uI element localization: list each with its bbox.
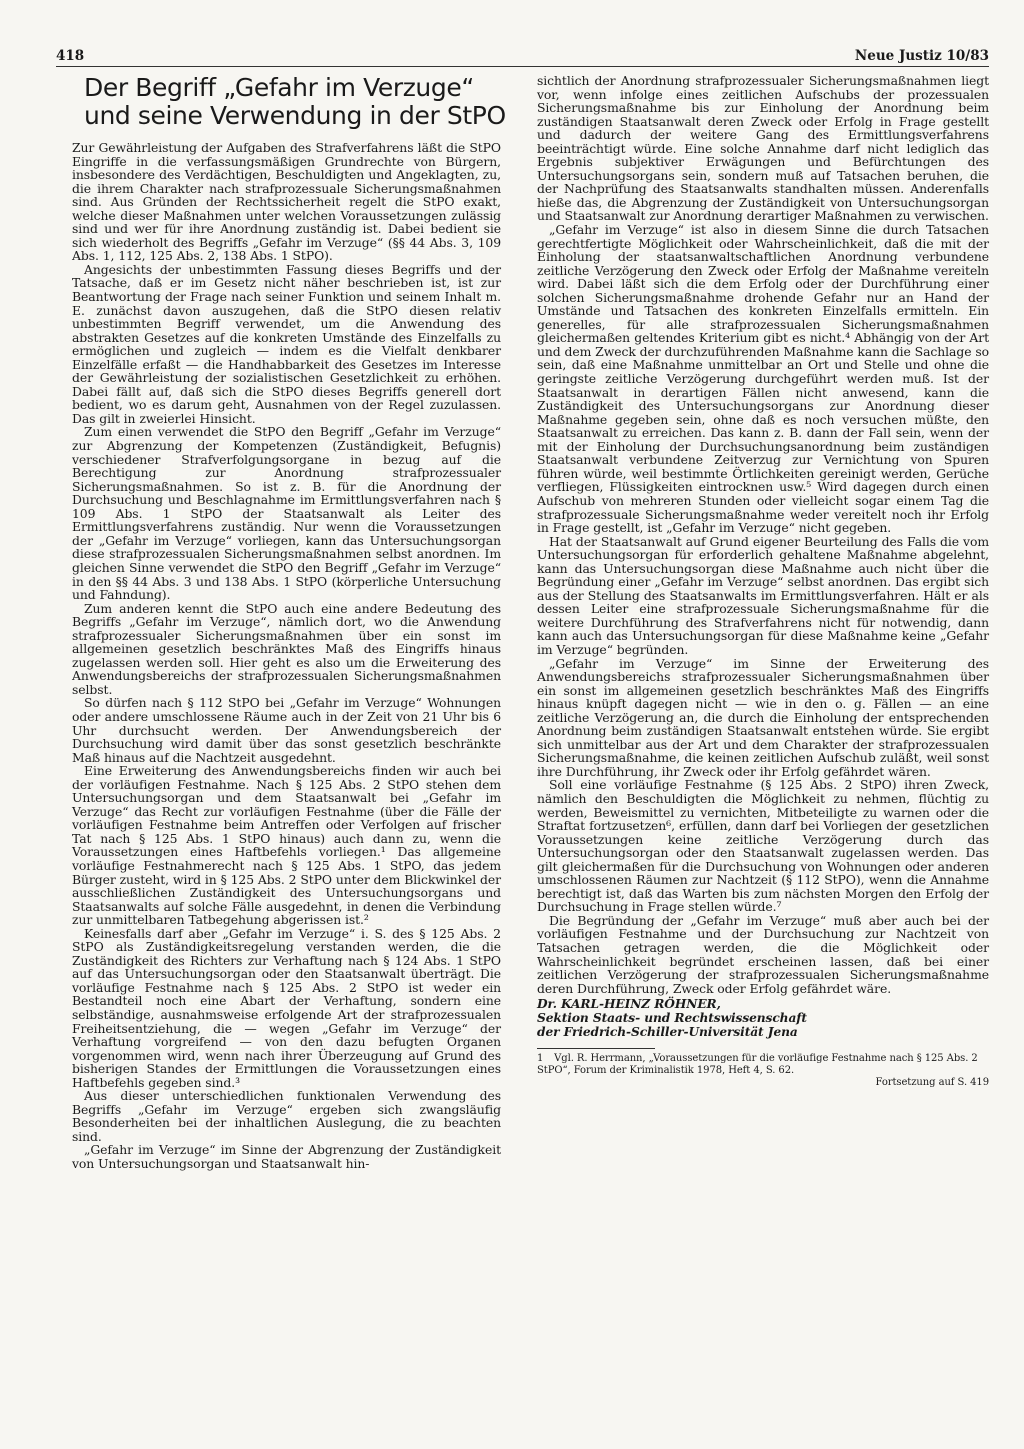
page-number: 418 <box>56 48 85 64</box>
paragraph: Zur Gewährleistung der Aufgaben des Strafverfahrens läßt die StPO Eingriffe in die verfassungsmäßigen Grundrechte von Bürgern, insbesondere des Verdächtigen, Beschuldigten und Angeklagten, zu, die ihrem Charakter nach strafprozessuale Sicherungsmaßnahmen sind. Aus Gründen der Rechtssicherheit regelt die StPO exakt, welche dieser Maßnahmen unter welchen Voraussetzungen zulässig sind und wer für ihre Anordnung zuständig ist. Dabei bedient sie sich wiederholt des Begriffs „Gefahr im Verzuge“ (§§ 44 Abs. 3, 109 Abs. 1, 112, 125 Abs. 2, 138 Abs. 1 StPO). <box>72 140 501 264</box>
footnote-rule <box>537 1048 655 1049</box>
paragraph: Keinesfalls darf aber „Gefahr im Verzuge“ i. S. des § 125 Abs. 2 StPO als Zuständigkeitsregelung verstanden werden, die die Zuständigkeit des Richters zur Verhaftung nach § 124 Abs. 1 StPO auf das Untersuchungsorgan oder den Staatsanwalt überträgt. Die vorläufige Festnahme nach § 125 Abs. 2 StPO ist weder ein Bestandteil noch eine Abart der Verhaftung, sondern eine selbständige, ausnahmsweise erfolgende Art der strafprozessualen Freiheitsentziehung, die — wegen „Gefahr im Verzuge“ der Verhaftung vorgreifend — von den dazu befugten Organen vorgenommen wird, wenn nach ihrer Überzeugung auf Grund des bisherigen Standes der Ermittlungen die Voraussetzungen eines Haftbefehls gegeben sind.³ <box>72 925 501 1090</box>
journal-issue: Neue Justiz 10/83 <box>854 48 989 64</box>
paragraph: Die Begründung der „Gefahr im Verzuge“ muß aber auch bei der vorläufigen Festnahme und der Durchsuchung zur Nachtzeit von Tatsachen getragen werden, die die Möglichkeit oder Wahrscheinlichkeit begründet erscheinen lassen, daß bei einer zeitlichen Verzögerung der strafprozessualen Sicherungsmaßnahme deren Durchführung, Zweck oder Erfolg gefährdet wäre. <box>537 912 989 996</box>
paragraph: Soll eine vorläufige Festnahme (§ 125 Abs. 2 StPO) ihren Zweck, nämlich den Beschuldigten die Möglichkeit zu nehmen, flüchtig zu werden, Beweismittel zu vernichten, Mitbeteiligte zu warnen oder die Straftat fortzusetzen⁶, erfüllen, dann darf bei Vorliegen der gesetzlichen Voraussetzungen keine zeitliche Verzögerung durch das Untersuchungsorgan oder den Staatsanwalt zugelassen werden. Das gilt gleichermaßen für die Durchsuchung von Wohnungen oder anderen umschlossenen Räumen zur Nachtzeit (§ 112 StPO), wenn die Annahme berechtigt ist, daß das Warten bis zum nächsten Morgen den Erfolg der Durchsuchung in Frage stellen würde.⁷ <box>537 777 989 915</box>
paragraph: „Gefahr im Verzuge“ im Sinne der Abgrenzung der Zuständigkeit von Untersuchungsorgan und Staatsanwalt hin- <box>72 1142 501 1172</box>
paragraph: Eine Erweiterung des Anwendungsbereichs finden wir auch bei der vorläufigen Festnahme. Nach § 125 Abs. 2 StPO stehen dem Untersuchungsorgan und dem Staatsanwalt bei „Gefahr im Verzuge“ das Recht zur vorläufigen Festnahme (über die Fälle der vorläufigen Festnahme beim Antreffen oder Verfolgen auf frischer Tat nach § 125 Abs. 1 StPO hinaus) auch dann zu, wenn die Voraussetzungen eines Haftbefehls vorliegen.¹ Das allgemeine vorläufige Festnahmerecht nach § 125 Abs. 1 StPO, das jedem Bürger zusteht, wird in § 125 Abs. 2 StPO unter dem Blickwinkel der ausschließlichen Zuständigkeit des Untersuchungsorgans und Staatsanwalts auf solche Fälle ausgedehnt, in denen die Verbindung zur unmittelbaren Tatbegehung abgerissen ist.² <box>72 763 501 928</box>
paragraph: sichtlich der Anordnung strafprozessualer Sicherungsmaßnahmen liegt vor, wenn infolge eines zeitlichen Aufschubs der prozessualen Sicherungsmaßnahme bis zur Einholung der Anordnung beim zuständigen Staatsanwalt deren Zweck oder Erfolg in Frage gestellt und dadurch der weitere Gang des Ermittlungsverfahrens beeinträchtigt würde. Eine solche Annahme darf nicht lediglich das Ergebnis subjektiver Erwägungen und Befürchtungen des Untersuchungsorgans sein, sondern muß auf Tatsachen beruhen, die der Nachprüfung des Staatsanwalts standhalten müssen. Anderenfalls hieße das, die Abgrenzung der Zuständigkeit von Untersuchungsorgan und Staatsanwalt zur Anordnung derartiger Maßnahmen zu verwischen. <box>537 73 989 224</box>
header-rule <box>56 66 989 67</box>
author-name: Dr. KARL-HEINZ RÖHNER, <box>537 997 721 1012</box>
paragraph: Angesichts der unbestimmten Fassung dieses Begriffs und der Tatsache, daß er im Gesetz nicht näher beschrieben ist, ist zur Beantwortung der Frage nach seiner Funktion und seinem Inhalt m. E. zunächst davon auszugehen, daß die StPO diesen relativ unbestimmten Begriff verwendet, um die Anwendung des abstrakten Gesetzes auf die konkreten Umstände des Einzelfalls zu ermöglichen und zugleich — indem es die Vielfalt denkbarer Einzelfälle erfaßt — die Handhabbarkeit des Gesetzes im Interesse der Gewährleistung der sozialistischen Gesetzlichkeit zu erhöhen. Dabei fällt auf, daß sich die StPO dieses Begriffs generell dort bedient, wo es darum geht, Ausnahmen von der Regel zuzulassen. Das gilt in zweierlei Hinsicht. <box>72 261 501 426</box>
footnote-number: 1 <box>537 1053 544 1065</box>
author-signature <box>537 997 989 1039</box>
paragraph: „Gefahr im Verzuge“ im Sinne der Erweiterung des Anwendungsbereichs strafprozessualer Sicherungsmaßnahmen über ein sonst im allgemeinen gesetzlich beschränktes Maß des Eingriffs hinaus knüpft dagegen nicht — wie in den o. g. Fällen — an eine zeitliche Verzögerung an, die durch die Einholung der entsprechenden Anordnung beim zuständigen Staatsanwalt entstehen würde. Sie ergibt sich unmittelbar aus der Art und dem Charakter der strafprozessualen Sicherungsmaßnahme, die keinen zeitlichen Aufschub zuläßt, weil sonst ihre Durchführung, ihr Zweck oder ihr Erfolg gefährdet wären. <box>537 655 989 779</box>
page-header <box>56 48 989 68</box>
paragraph: Hat der Staatsanwalt auf Grund eigener Beurteilung des Falls die vom Untersuchungsorgan für erforderlich gehaltene Maßnahme abgelehnt, kann das Untersuchungsorgan diese Maßnahme auch nicht über die Begründung einer „Gefahr im Verzuge“ selbst anordnen. Das ergibt sich aus der Stellung des Staatsanwalts im Ermittlungsverfahren. Hält er als dessen Leiter eine strafprozessuale Sicherungsmaßnahme für die weitere Durchführung des Strafverfahrens nicht für notwendig, dann kann auch das Untersuchungsorgan für diese Maßnahme keine „Gefahr im Verzuge“ begründen. <box>537 533 989 657</box>
author-affiliation: Sektion Staats- und Rechtswissenschaft <box>537 1011 807 1026</box>
right-column <box>537 74 989 1089</box>
paragraph: So dürfen nach § 112 StPO bei „Gefahr im Verzuge“ Wohnungen oder andere umschlossene Räume auch in der Zeit von 21 Uhr bis 6 Uhr durchsucht werden. Der Anwendungsbereich der Durchsuchung wird damit über das sonst gesetzlich beschränkte Maß hinaus auf die Nachtzeit ausgedehnt. <box>72 695 501 765</box>
title-line-1: Der Begriff „Gefahr im Verzuge“ <box>84 73 474 102</box>
paragraph: „Gefahr im Verzuge“ ist also in diesem Sinne die durch Tatsachen gerechtfertigte Möglichkeit oder Wahrscheinlichkeit, daß die mit der Einholung der staatsanwaltschaftlichen Anordnung verbundene zeitliche Verzögerung den Zweck oder Erfolg der Maßnahme vereiteln wird. Dabei läßt sich die dem Erfolg oder der Durchführung einer solchen Sicherungsmaßnahme drohende Gefahr nur an Hand der Umstände und Tatsachen des konkreten Einzelfalls ermitteln. Ein generelles, für alle strafprozessualen Sicherungsmaßnahmen gleichermaßen geltendes Kriterium gibt es nicht.⁴ Abhängig von der Art und dem Zweck der durchzuführenden Maßnahme kann die Sachlage so sein, daß eine Maßnahme unmittelbar an Ort und Stelle und ohne die geringste zeitliche Verzögerung durchgeführt werden muß. Ist der Staatsanwalt in derartigen Fällen nicht anwesend, kann die Zuständigkeit des Untersuchungsorgans zur Anordnung dieser Maßnahme gegeben sein, ohne daß es noch versuchen müßte, den Staatsanwalt zu erreichen. Das kann z. B. dann der Fall sein, wenn der mit der Einholung der Durchsuchungsanordnung beim zuständigen Staatsanwalt verbundene Zeitverzug zur Vernichtung von Spuren führen würde, weil bestimmte Örtlichkeiten gereinigt werden, Gerüche verfliegen, Flüssigkeiten eintrocknen usw.⁵ Wird dagegen durch einen Aufschub von mehreren Stunden oder vielleicht sogar einem Tag die strafprozessuale Sicherungsmaßnahme weder vereitelt noch ihr Erfolg in Frage gestellt, ist „Gefahr im Verzuge“ nicht gegeben. <box>537 222 989 536</box>
continuation-note: Fortsetzung auf S. 419 <box>875 1076 989 1088</box>
left-column <box>72 73 506 1172</box>
paragraph: Zum anderen kennt die StPO auch eine andere Bedeutung des Begriffs „Gefahr im Verzuge“, nämlich dort, wo die Anwendung strafprozessualer Sicherungsmaßnahmen über ein sonst im allgemeinen gesetzlich beschränktes Maß des Eingriffs hinaus zugelassen werden soll. Hier geht es also um die Erweiterung des Anwendungsbereichs der strafprozessualen Sicherungsmaßnahmen selbst. <box>72 600 501 697</box>
paragraph: Aus dieser unterschiedlichen funktionalen Verwendung des Begriffs „Gefahr im Verzuge“ ergeben sich zwangsläufig Besonderheiten bei der inhaltlichen Auslegung, die zu beachten sind. <box>72 1088 501 1144</box>
paragraph: Zum einen verwendet die StPO den Begriff „Gefahr im Verzuge“ zur Abgrenzung der Kompetenzen (Zuständigkeit, Befugnis) verschiedener Strafverfolgungsorgane in bezug auf die Berechtigung zur Anordnung strafprozessualer Sicherungsmaßnahmen. So ist z. B. für die Anordnung der Durchsuchung und Beschlagnahme im Ermittlungsverfahren nach § 109 Abs. 1 StPO der Staatsanwalt als Leiter des Ermittlungsverfahrens zuständig. Nur wenn die Voraussetzungen der „Gefahr im Verzuge“ vorliegen, kann das Untersuchungsorgan diese strafprozessualen Sicherungsmaßnahmen selbst anordnen. Im gleichen Sinne verwendet die StPO den Begriff „Gefahr im Verzuge“ in den §§ 44 Abs. 3 und 138 Abs. 1 StPO (körperliche Untersuchung und Fahndung). <box>72 424 501 603</box>
author-institution: der Friedrich-Schiller-Universität Jena <box>537 1025 798 1040</box>
title-line-2: und seine Verwendung in der StPO <box>84 101 506 130</box>
footnote-text: Vgl. R. Herrmann, „Voraussetzungen für die vorläufige Festnahme nach § 125 Abs. 2 StPO“, Forum der Kriminalistik 1978, Heft 4, S. 62. <box>537 1053 978 1076</box>
article-title <box>84 73 506 130</box>
footnote <box>537 1053 989 1088</box>
